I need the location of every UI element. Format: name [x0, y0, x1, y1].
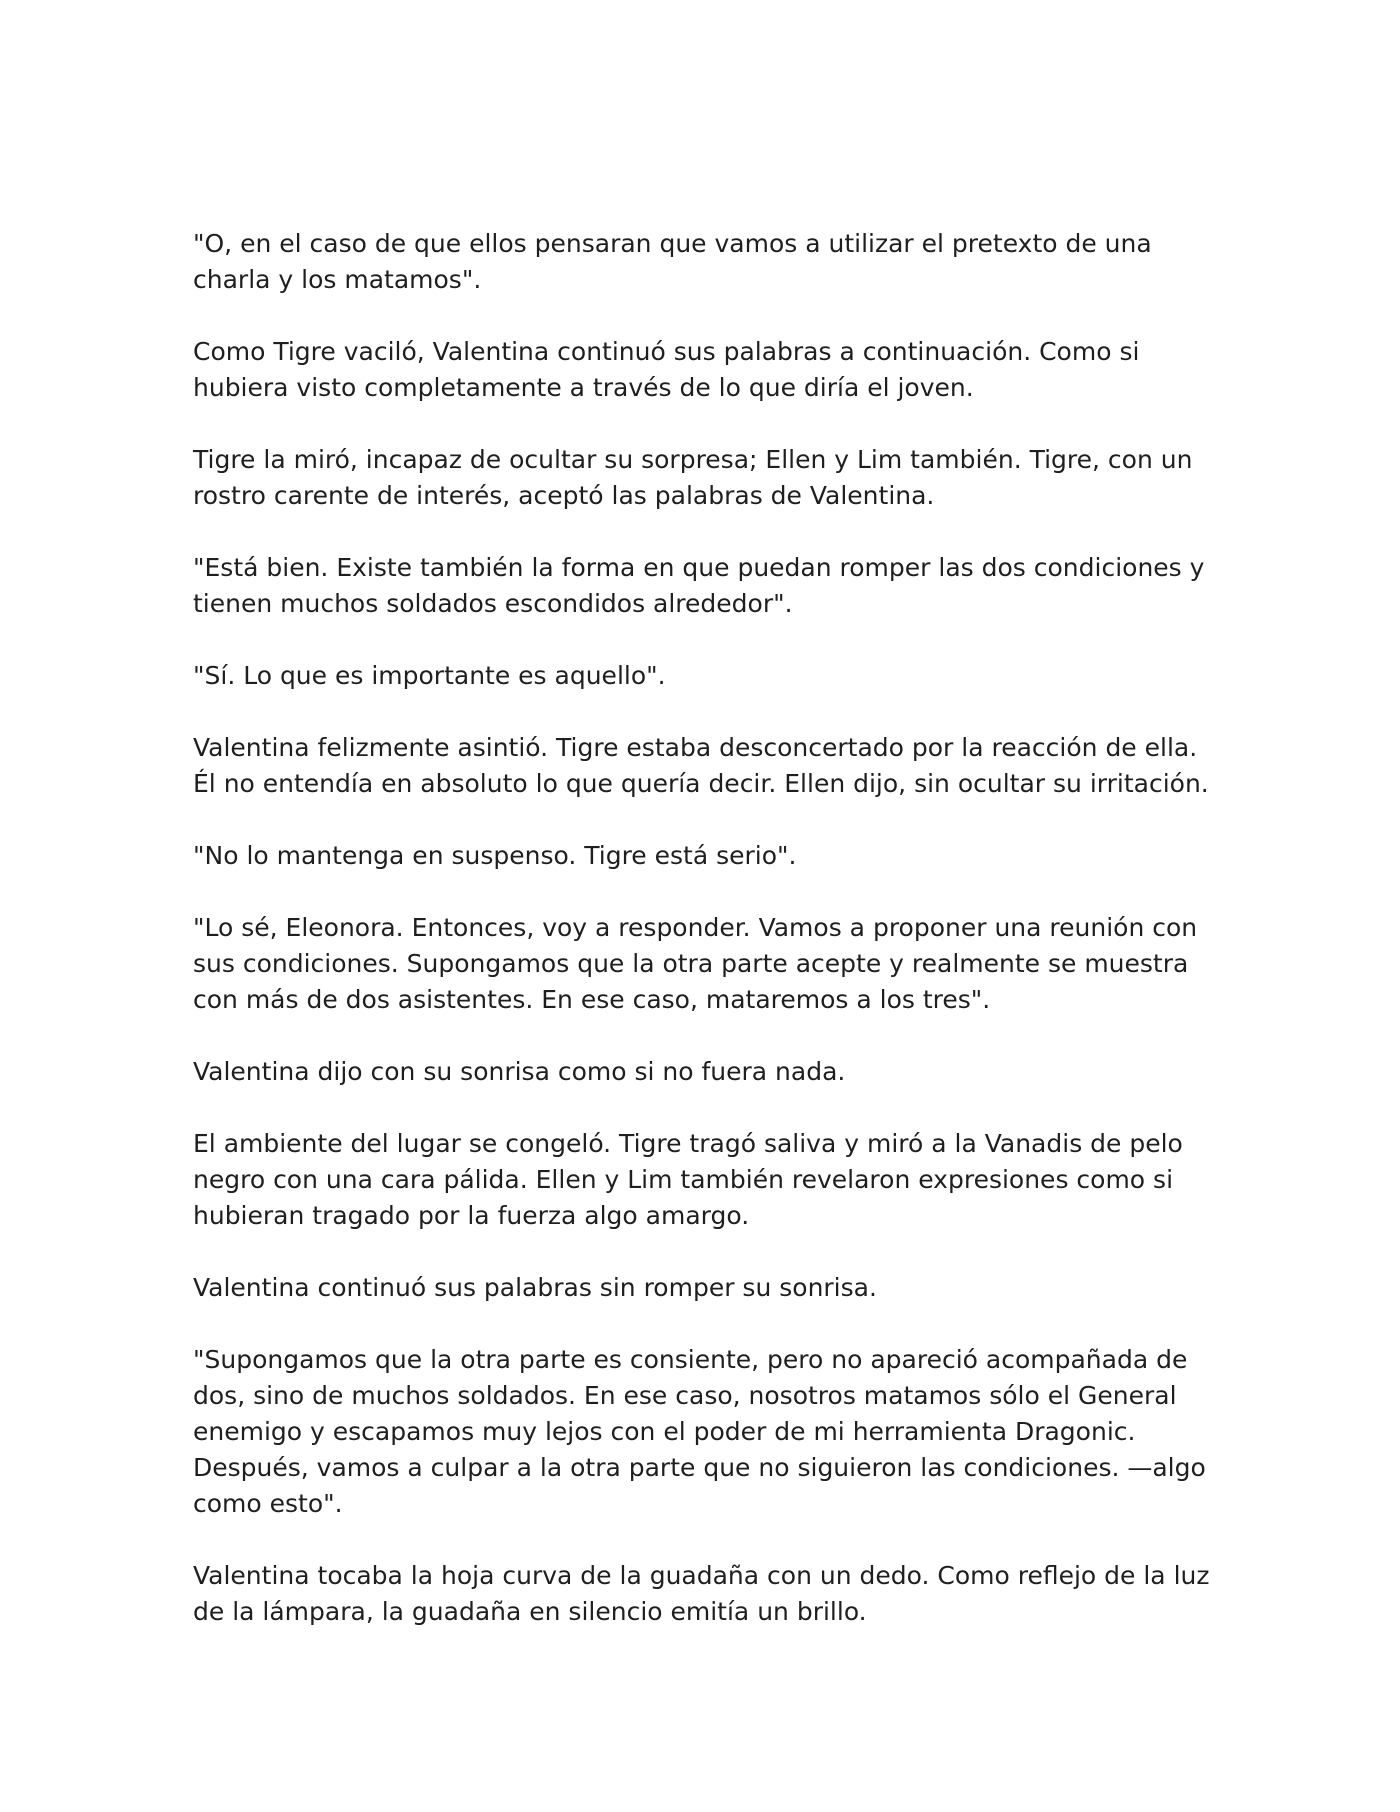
paragraph: El ambiente del lugar se congeló. Tigre tragó saliva y miró a la Vanadis de pelo negro con una cara pálida. Ellen y Lim también revelaron expresiones como si hubieran tragado por la fuerza algo amargo. [193, 1129, 1183, 1230]
document-page [193, 226, 1213, 1666]
paragraph: "Supongamos que la otra parte es consiente, pero no apareció acompañada de dos, sino de muchos soldados. En ese caso, nosotros matamos sólo el General enemigo y escapamos muy lejos con el poder de mi herramienta Dragonic. Después, vamos a culpar a la otra parte que no siguieron las condiciones. —algo como esto". [193, 1345, 1206, 1518]
paragraph: Valentina dijo con su sonrisa como si no fuera nada. [193, 1057, 846, 1086]
paragraph: "No lo mantenga en suspenso. Tigre está serio". [193, 841, 797, 870]
paragraph: Tigre la miró, incapaz de ocultar su sorpresa; Ellen y Lim también. Tigre, con un rostro carente de interés, aceptó las palabras de Valentina. [193, 445, 1193, 510]
paragraph: "Está bien. Existe también la forma en que puedan romper las dos condiciones y tienen muchos soldados escondidos alrededor". [193, 553, 1205, 618]
paragraph: Valentina continuó sus palabras sin romper su sonrisa. [193, 1273, 877, 1302]
paragraph: Valentina felizmente asintió. Tigre estaba desconcertado por la reacción de ella. Él no entendía en absoluto lo que quería decir. Ellen dijo, sin ocultar su irritación. [193, 733, 1209, 798]
paragraph: Como Tigre vaciló, Valentina continuó sus palabras a continuación. Como si hubiera visto completamente a través de lo que diría el joven. [193, 337, 1140, 402]
paragraph: Valentina tocaba la hoja curva de la guadaña con un dedo. Como reflejo de la luz de la lámpara, la guadaña en silencio emitía un brillo. [193, 1561, 1210, 1626]
paragraph: "Lo sé, Eleonora. Entonces, voy a responder. Vamos a proponer una reunión con sus condiciones. Supongamos que la otra parte acepte y realmente se muestra con más de dos asistentes. En ese caso, mataremos a los tres". [193, 913, 1198, 1014]
paragraph: "Sí. Lo que es importante es aquello". [193, 661, 666, 690]
paragraph: "O, en el caso de que ellos pensaran que vamos a utilizar el pretexto de una charla y los matamos". [193, 229, 1152, 294]
